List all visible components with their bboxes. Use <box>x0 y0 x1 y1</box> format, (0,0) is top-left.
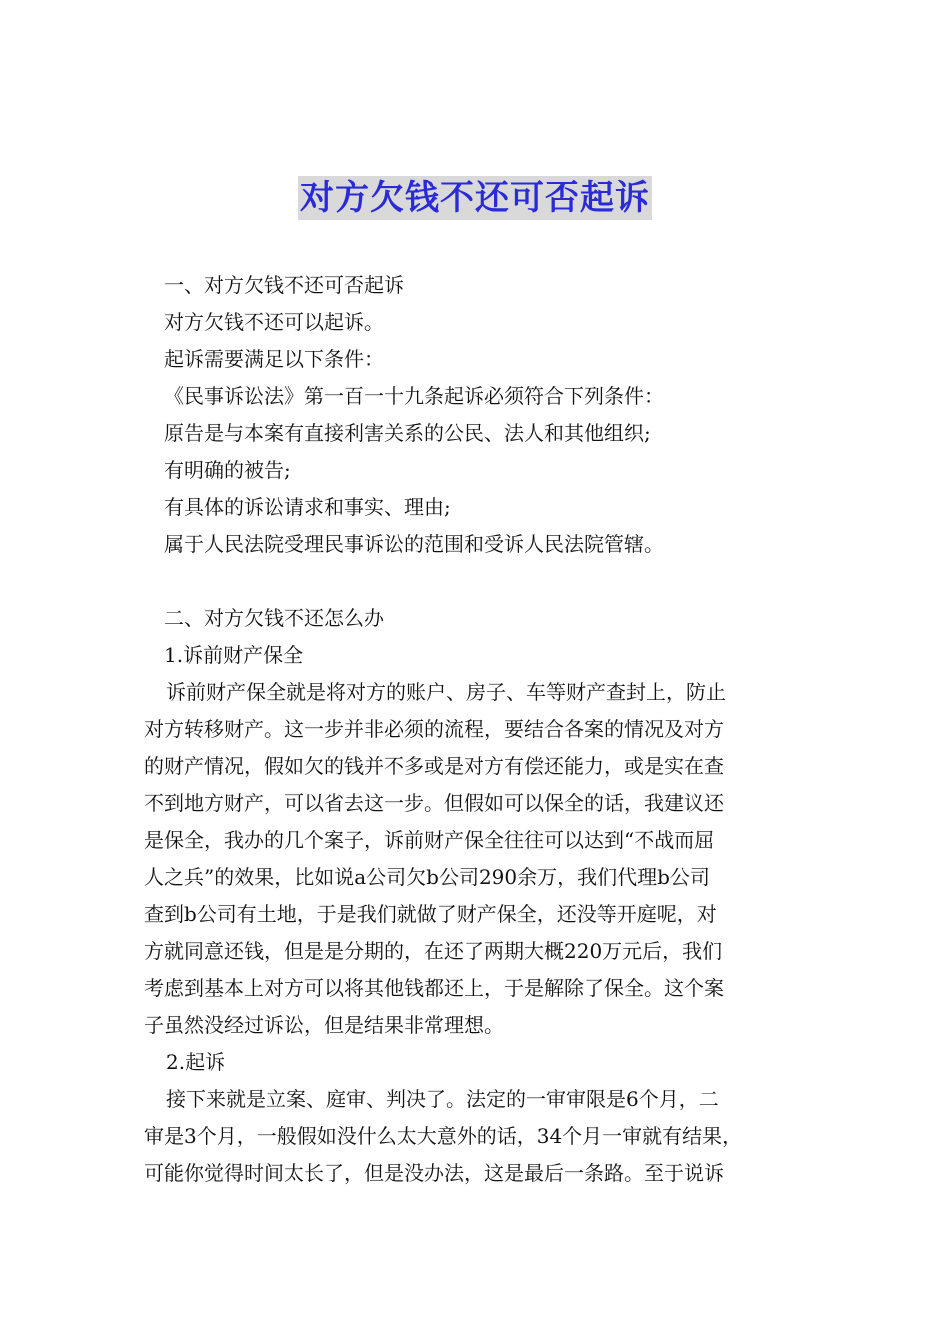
paragraph-line: 方就同意还钱，但是是分期的，在还了两期大概220万元后，我们 <box>144 939 723 963</box>
section1-heading: 一、对方欠钱不还可否起诉 <box>164 273 404 297</box>
paragraph-line: 子虽然没经过诉讼，但是结果非常理想。 <box>144 1013 504 1037</box>
paragraph-line: 接下来就是立案、庭审、判决了。法定的一审审限是6个月，二 <box>166 1087 719 1111</box>
paragraph-line: 的财产情况，假如欠的钱并不多或是对方有偿还能力，或是实在查 <box>144 754 724 778</box>
condition-item-3: 有具体的诉讼请求和事实、理由; <box>164 495 451 519</box>
paragraph-line: 考虑到基本上对方可以将其他钱都还上，于是解除了保全。这个案 <box>144 976 724 1000</box>
paragraph-line: 人之兵”的效果，比如说a公司欠b公司290余万，我们代理b公司 <box>144 865 710 889</box>
condition-item-2: 有明确的被告; <box>164 458 291 482</box>
paragraph-line: 可能你觉得时间太长了，但是没办法，这是最后一条路。至于说诉 <box>144 1161 724 1185</box>
blank-line <box>144 563 812 600</box>
paragraph-line: 不到地方财产，可以省去这一步。但假如可以保全的话，我建议还 <box>144 791 724 815</box>
document-body <box>144 267 812 1192</box>
paragraph-line: 对方转移财产。这一步并非必须的流程，要结合各案的情况及对方 <box>144 717 724 741</box>
section1-conditions-intro: 起诉需要满足以下条件： <box>164 347 384 371</box>
section1-answer: 对方欠钱不还可以起诉。 <box>164 310 384 334</box>
section1-law-citation: 《民事诉讼法》第一百一十九条起诉必须符合下列条件： <box>164 384 664 408</box>
condition-item-4: 属于人民法院受理民事诉讼的范围和受诉人民法院管辖。 <box>164 532 664 556</box>
subsection1-heading: 1.诉前财产保全 <box>164 643 304 667</box>
paragraph-line: 诉前财产保全就是将对方的账户、房子、车等财产查封上，防止 <box>166 680 726 704</box>
subsection2-heading: 2.起诉 <box>166 1050 226 1074</box>
paragraph-line: 审是3个月，一般假如没什么太大意外的话，34个月一审就有结果， <box>144 1124 743 1148</box>
document-title: 对方欠钱不还可否起诉 <box>300 178 650 218</box>
document-title-wrapper <box>0 176 950 220</box>
paragraph-line: 是保全，我办的几个案子，诉前财产保全往往可以达到“不战而屈 <box>144 828 715 852</box>
condition-item-1: 原告是与本案有直接利害关系的公民、法人和其他组织; <box>164 421 651 445</box>
section2-heading: 二、对方欠钱不还怎么办 <box>164 606 384 630</box>
paragraph-line: 查到b公司有土地，于是我们就做了财产保全，还没等开庭呢，对 <box>144 902 717 926</box>
